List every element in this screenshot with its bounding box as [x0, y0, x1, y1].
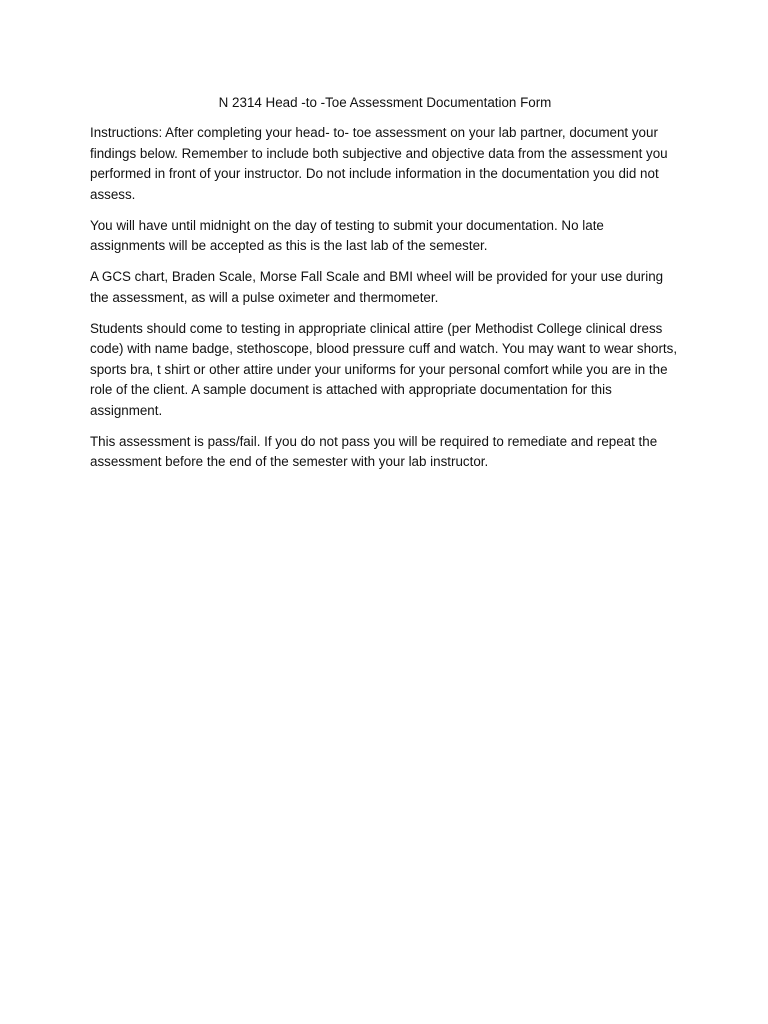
instructions-paragraph: Instructions: After completing your head- to- toe assessment on your lab partner, document your findings below. Remember to include both subjective and objective data from the assessment you performed in front of your instructor. Do not include information in the documentation you did not assess. — [90, 125, 668, 202]
document-body — [90, 93, 680, 483]
attire-paragraph: Students should come to testing in appropriate clinical attire (per Methodist College clinical dress code) with name badge, stethoscope, blood pressure cuff and watch. You may want to wear shorts, sports bra, t shirt or other attire under your uniforms for your personal comfort while you are in the role of the client. A sample document is attached with appropriate documentation for this assignment. — [90, 320, 678, 418]
tools-paragraph: A GCS chart, Braden Scale, Morse Fall Scale and BMI wheel will be provided for your use during the assessment, as will a pulse oximeter and thermometer. — [90, 269, 664, 305]
deadline-paragraph: You will have until midnight on the day of testing to submit your documentation. No late assignments will be accepted as this is the last lab of the semester. — [90, 217, 604, 253]
document-title: N 2314 Head -to -Toe Assessment Documentation Form — [218, 95, 552, 110]
grading-paragraph: This assessment is pass/fail. If you do not pass you will be required to remediate and repeat the assessment before the end of the semester with your lab instructor. — [90, 433, 658, 469]
